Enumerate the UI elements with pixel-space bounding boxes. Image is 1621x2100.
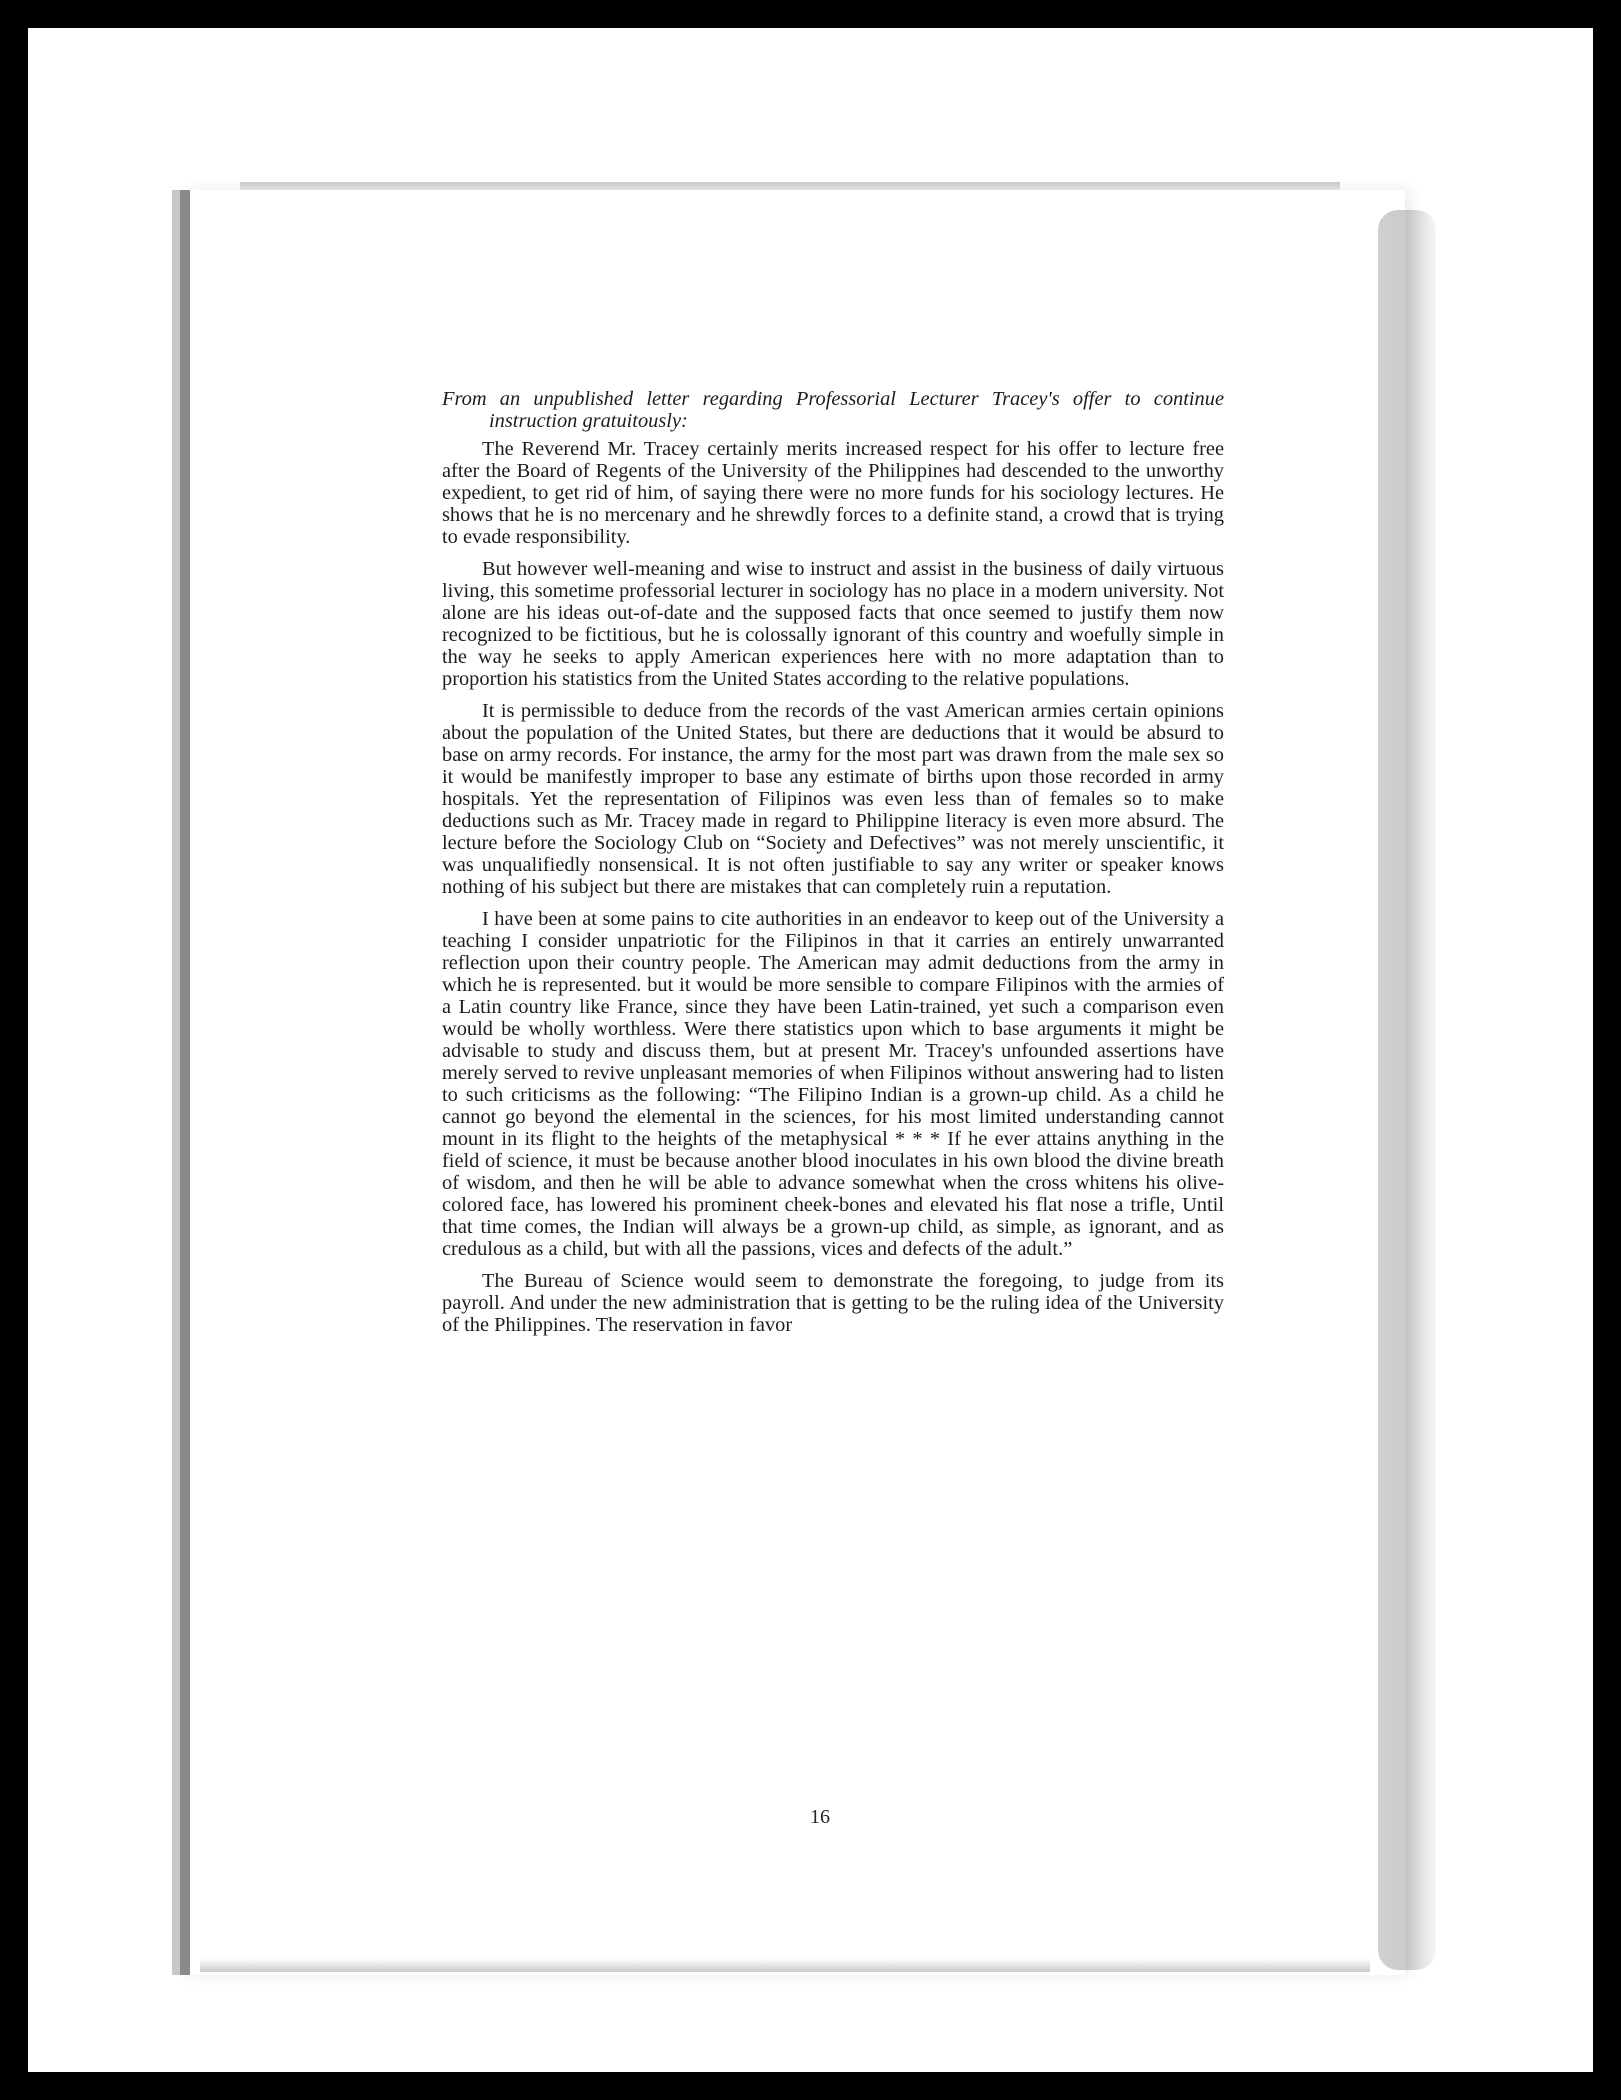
letter-intro: From an unpublished letter regarding Professorial Lecturer Tracey's offer to continue instruction gratuitously: [442,388,1224,432]
letter-text [442,388,1224,1346]
paragraph-4: I have been at some pains to cite authorities in an endeavor to keep out of the University a teaching I consider unpatriotic for the Filipinos in that it carries an entirely unwarranted reflection upon their country people. The American may admit deductions from the army in which he is represented. but it would be more sensible to compare Filipinos with the armies of a Latin country like France, since they have been Latin-trained, yet such a comparison even would be wholly worthless. Were there statistics upon which to base arguments it might be advisable to study and discuss them, but at present Mr. Tracey's unfounded assertions have merely served to revive unpleasant memories of when Filipinos without answering had to listen to such criticisms as the following: “The Filipino Indian is a grown-up child. As a child he cannot go beyond the elemental in the sciences, for his most limited understanding cannot mount in its flight to the heights of the metaphysical * * * If he ever attains anything in the field of science, it must be because another blood inoculates in his own blood the divine breath of wisdom, and then he will be able to advance somewhat when the cross whitens his olive-colored face, has lowered his prominent cheek-bones and elevated his flat nose a trifle, Until that time comes, the Indian will always be a grown-up child, as simple, as ignorant, and as credulous as a child, but with all the passions, vices and defects of the adult.” [442,908,1224,1260]
page-right-shadow [1378,210,1436,1970]
paragraph-1: The Reverend Mr. Tracey certainly merits increased respect for his offer to lecture free after the Board of Regents of the University of the Philippines had descended to the unworthy expedient, to get rid of him, of saying there were no more funds for his sociology lectures. He shows that he is no mercenary and he shrewdly forces to a definite stand, a crowd that is trying to evade responsibility. [442,438,1224,548]
page-number: 16 [810,1806,830,1828]
paragraph-5: The Bureau of Science would seem to demonstrate the foregoing, to judge from its payroll. And under the new administration that is getting to be the ruling idea of the University of the Philippines. The reservation in favor [442,1270,1224,1336]
paragraph-3: It is permissible to deduce from the records of the vast American armies certain opinions about the population of the United States, but there are deductions that it would be absurd to base on army records. For instance, the army for the most part was drawn from the male sex so it would be manifestly improper to base any estimate of births upon those recorded in army hospitals. Yet the representation of Filipinos was even less than of females so to make deductions such as Mr. Tracey made in regard to Philippine literacy is even more absurd. The lecture before the Sociology Club on “Society and Defectives” was not merely unscientific, it was unqualifiedly nonsensical. It is not often justifiable to say any writer or speaker knows nothing of his subject but there are mistakes that can completely ruin a reputation. [442,700,1224,898]
paragraph-2: But however well-meaning and wise to instruct and assist in the business of daily virtuous living, this sometime professorial lecturer in sociology has no place in a modern university. Not alone are his ideas out-of-date and the supposed facts that once seemed to justify them now recognized to be fictitious, but he is colossally ignorant of this country and woefully simple in the way he seeks to apply American experiences here with no more adaptation than to proportion his statistics from the United States according to the relative populations. [442,558,1224,690]
page-bottom-edge [200,1958,1370,1972]
